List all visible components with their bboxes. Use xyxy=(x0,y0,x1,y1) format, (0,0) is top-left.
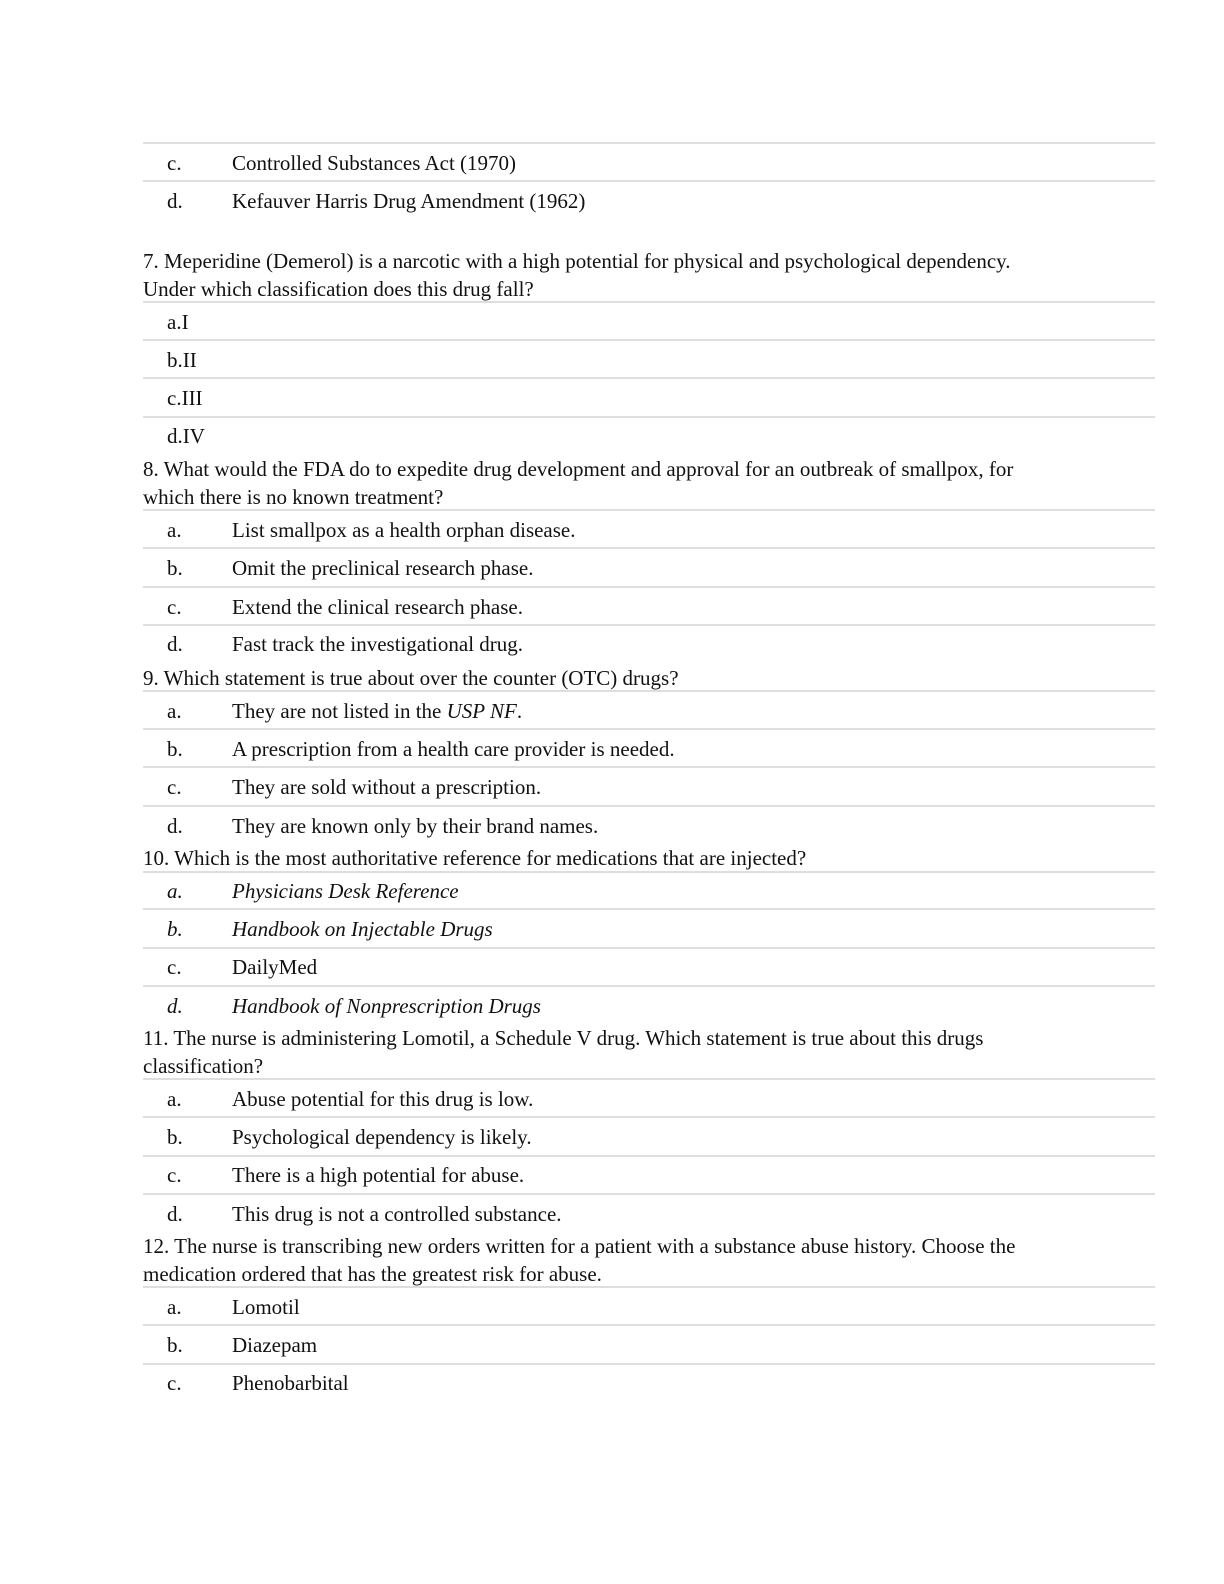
usp-nf-title: USP NF xyxy=(446,699,517,723)
option-letter: d. xyxy=(167,814,183,838)
option-text: a.I xyxy=(167,310,189,334)
q10-option-d xyxy=(143,988,1155,1024)
option-text-period: . xyxy=(516,699,523,723)
q11-option-b xyxy=(143,1119,1155,1155)
divider xyxy=(143,766,1155,768)
divider xyxy=(143,1324,1155,1326)
question-7-stem: 7. Meperidine (Demerol) is a narcotic with a high potential for physical and psychological dependency. Under which classification does this drug fall? xyxy=(143,249,1011,301)
q9-option-c xyxy=(143,769,1155,805)
option-letter: c. xyxy=(167,775,182,799)
q10-option-c xyxy=(143,949,1155,985)
option-text: Diazepam xyxy=(232,1333,318,1357)
option-letter: b. xyxy=(167,1333,183,1357)
divider xyxy=(143,805,1155,807)
option-text: b.II xyxy=(167,348,197,372)
q7-option-b xyxy=(143,342,1155,378)
divider xyxy=(143,377,1155,379)
q11-option-a xyxy=(143,1081,1155,1117)
divider xyxy=(143,728,1155,730)
option-letter: a. xyxy=(167,518,182,542)
divider xyxy=(143,180,1155,182)
option-letter: c. xyxy=(167,955,182,979)
divider xyxy=(143,1193,1155,1195)
divider xyxy=(143,142,1155,144)
q7-option-d xyxy=(143,418,1155,454)
option-letter: b. xyxy=(167,556,183,580)
divider xyxy=(143,509,1155,511)
option-text: Fast track the investigational drug. xyxy=(232,632,524,656)
option-letter: a. xyxy=(167,879,183,903)
option-text: c.III xyxy=(167,386,203,410)
q9-option-b xyxy=(143,731,1155,767)
q8-option-a xyxy=(143,512,1155,548)
option-text: They are sold without a prescription. xyxy=(232,775,542,799)
option-letter: a. xyxy=(167,1295,182,1319)
option-text: There is a high potential for abuse. xyxy=(232,1163,525,1187)
option-letter: a. xyxy=(167,699,182,723)
option-letter: b. xyxy=(167,1125,183,1149)
q8-option-c xyxy=(143,589,1155,625)
option-letter: b. xyxy=(167,737,183,761)
q8-option-d xyxy=(143,626,1155,662)
divider xyxy=(143,1078,1155,1080)
divider xyxy=(143,690,1155,692)
q7-option-a xyxy=(143,304,1155,340)
q11-option-d xyxy=(143,1196,1155,1232)
option-text: A prescription from a health care provider is needed. xyxy=(232,737,675,761)
option-letter: d. xyxy=(167,994,183,1018)
q12-option-b xyxy=(143,1327,1155,1363)
option-text: Physicians Desk Reference xyxy=(232,879,459,903)
option-letter: b. xyxy=(167,917,183,941)
option-letter: c. xyxy=(167,151,182,175)
document-page xyxy=(143,0,1155,1584)
option-letter: c. xyxy=(167,1163,182,1187)
divider xyxy=(143,586,1155,588)
option-letter: c. xyxy=(167,1371,182,1395)
option-text: Extend the clinical research phase. xyxy=(232,595,523,619)
q6-option-c xyxy=(143,145,1155,181)
option-text xyxy=(232,693,522,729)
option-text: Handbook of Nonprescription Drugs xyxy=(232,994,541,1018)
divider xyxy=(143,908,1155,910)
question-10-stem: 10. Which is the most authoritative reference for medications that are injected? xyxy=(143,846,807,870)
divider xyxy=(143,1286,1155,1288)
divider xyxy=(143,301,1155,303)
q12-option-c xyxy=(143,1365,1155,1401)
option-letter: d. xyxy=(167,1202,183,1226)
divider xyxy=(143,547,1155,549)
option-text-plain: They are not listed in the xyxy=(232,699,447,723)
option-text: They are known only by their brand names. xyxy=(232,814,599,838)
q9-option-a xyxy=(143,693,1155,729)
option-text: Handbook on Injectable Drugs xyxy=(232,917,493,941)
option-text: DailyMed xyxy=(232,955,318,979)
q7-option-c xyxy=(143,380,1155,416)
q10-option-b xyxy=(143,911,1155,947)
option-text: Controlled Substances Act (1970) xyxy=(232,151,517,175)
option-text: This drug is not a controlled substance. xyxy=(232,1202,562,1226)
divider xyxy=(143,985,1155,987)
option-letter: a. xyxy=(167,1087,182,1111)
question-8-stem: 8. What would the FDA do to expedite drug development and approval for an outbreak of smallpox, for which there is no known treatment? xyxy=(143,457,1014,509)
q10-option-a xyxy=(143,873,1155,909)
option-letter: d. xyxy=(167,189,183,213)
q11-option-c xyxy=(143,1157,1155,1193)
question-11-stem: 11. The nurse is administering Lomotil, a Schedule V drug. Which statement is true about this drugs classification? xyxy=(143,1026,984,1078)
divider xyxy=(143,339,1155,341)
option-text: Omit the preclinical research phase. xyxy=(232,556,534,580)
option-text: Psychological dependency is likely. xyxy=(232,1125,532,1149)
q6-option-d xyxy=(143,183,1155,219)
q8-option-b xyxy=(143,550,1155,586)
option-text: d.IV xyxy=(167,424,205,448)
q12-option-a xyxy=(143,1289,1155,1325)
option-text: Kefauver Harris Drug Amendment (1962) xyxy=(232,189,586,213)
option-text: List smallpox as a health orphan disease. xyxy=(232,518,576,542)
q9-option-d xyxy=(143,808,1155,844)
option-letter: d. xyxy=(167,632,183,656)
divider xyxy=(143,1116,1155,1118)
option-text: Phenobarbital xyxy=(232,1371,349,1395)
option-letter: c. xyxy=(167,595,182,619)
question-12-stem: 12. The nurse is transcribing new orders written for a patient with a substance abuse history. Choose the medication ordered that has the greatest risk for abuse. xyxy=(143,1234,1016,1286)
question-9-stem: 9. Which statement is true about over the counter (OTC) drugs? xyxy=(143,666,679,690)
option-text: Abuse potential for this drug is low. xyxy=(232,1087,534,1111)
option-text: Lomotil xyxy=(232,1295,300,1319)
